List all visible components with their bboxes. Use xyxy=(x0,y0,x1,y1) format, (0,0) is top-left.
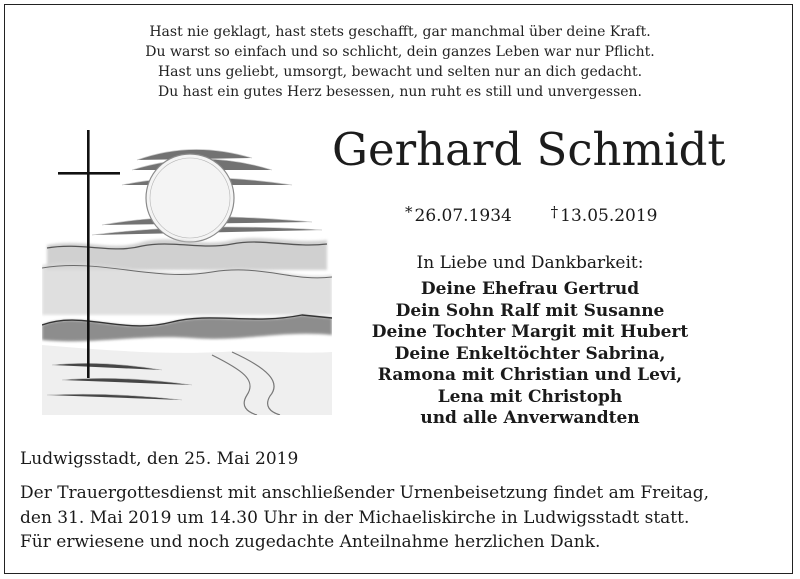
notice-line: Für erwiesene und noch zugedachte Anteilnahme herzlichen Dank. xyxy=(20,532,601,552)
death-date-group xyxy=(551,200,658,228)
mourner-line: Ramona mit Christian und Levi, xyxy=(377,365,683,385)
mourner-line: Deine Enkeltöchter Sabrina, xyxy=(394,343,666,364)
birth-symbol: * xyxy=(405,203,413,221)
place-and-date: Ludwigsstadt, den 25. Mai 2019 xyxy=(20,449,299,469)
poem-line: Du warst so einfach und so schlicht, dein ganzes Leben war nur Pflicht. xyxy=(145,44,655,60)
notice-line: Der Trauergottesdienst mit anschließender Urnenbeisetzung findet am Freitag, xyxy=(20,483,709,503)
sun-icon xyxy=(146,154,234,242)
mourner-line: Lena mit Christoph xyxy=(437,386,623,407)
mourner-line: und alle Anverwandten xyxy=(420,408,640,428)
life-dates xyxy=(405,200,658,228)
birth-date-group xyxy=(405,200,512,228)
mourner-line: Deine Ehefrau Gertrud xyxy=(420,279,640,299)
service-notice xyxy=(20,481,709,555)
mourner-line: Dein Sohn Ralf mit Susanne xyxy=(395,300,665,321)
poem-line: Hast uns geliebt, umsorgt, bewacht und selten nur an dich gedacht. xyxy=(157,64,643,80)
notice-line: den 31. Mai 2019 um 14.30 Uhr in der Michaeliskirche in Ludwigsstadt statt. xyxy=(20,507,690,528)
poem-line: Hast nie geklagt, hast stets geschafft, gar manchmal über deine Kraft. xyxy=(149,24,651,40)
dedication: In Liebe und Dankbarkeit: xyxy=(416,253,644,273)
poem xyxy=(0,22,800,102)
death-date: 13.05.2019 xyxy=(560,206,658,226)
sun-over-landscape-illustration xyxy=(42,130,332,415)
deceased-name: Gerhard Schmidt xyxy=(332,123,726,176)
poem-line: Du hast ein gutes Herz besessen, nun ruht es still und unvergessen. xyxy=(157,84,643,100)
mourners-list xyxy=(330,279,730,430)
mourner-line: Deine Tochter Margit mit Hubert xyxy=(371,322,689,342)
birth-date: 26.07.1934 xyxy=(414,206,512,226)
death-symbol: † xyxy=(550,203,559,221)
